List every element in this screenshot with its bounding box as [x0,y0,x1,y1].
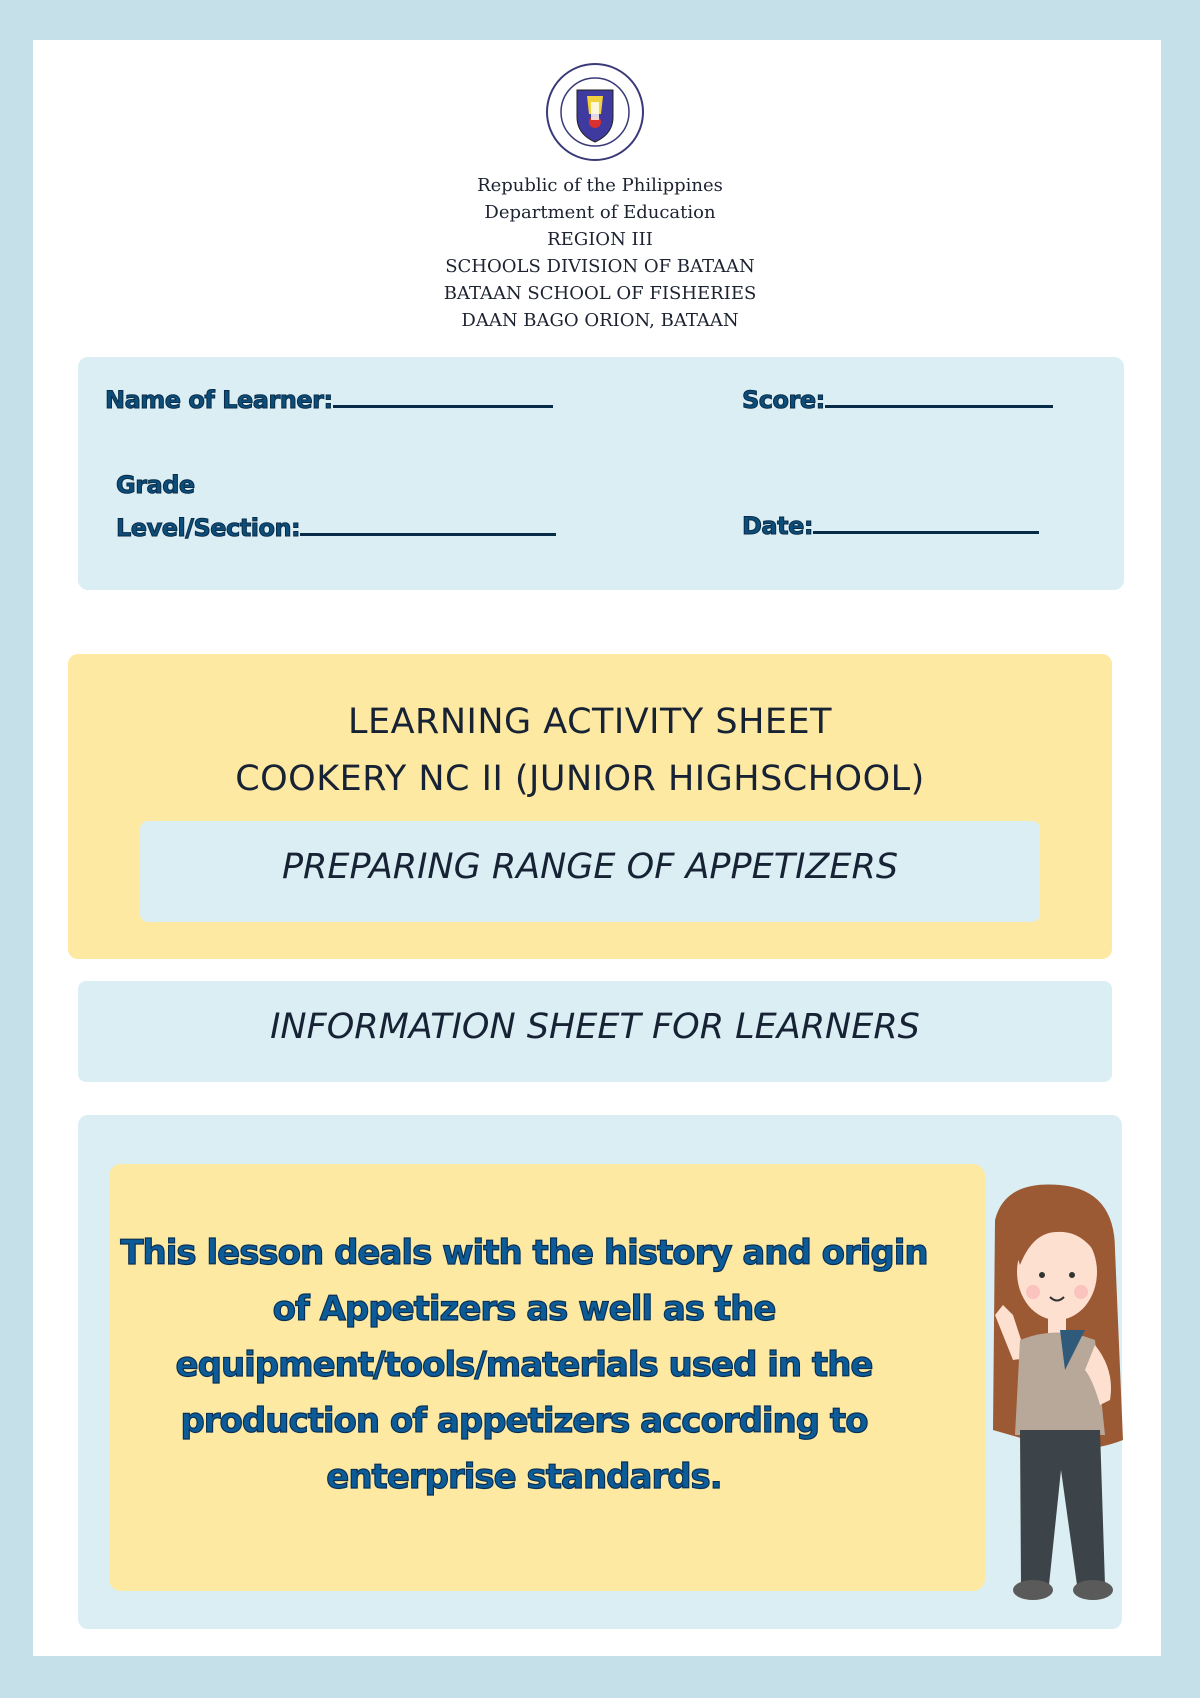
lesson-line: production of appetizers according to [180,1401,868,1441]
header-address: DAAN BAGO ORION, BATAAN [461,310,739,331]
header-republic: Republic of the Philippines [477,175,723,196]
date-label: Date: [742,512,813,540]
name-blank[interactable] [333,383,553,408]
grade-label-line2: Level/Section: [116,514,301,542]
name-field[interactable] [105,383,553,414]
header-department: Department of Education [484,202,716,223]
header-division: SCHOOLS DIVISION OF BATAAN [445,256,755,277]
deped-seal-icon [545,62,645,162]
header-school: BATAAN SCHOOL OF FISHERIES [443,283,757,304]
title-line1: LEARNING ACTIVITY SHEET [347,702,833,742]
info-sheet-label: INFORMATION SHEET FOR LEARNERS [270,1007,920,1047]
teacher-illustration [965,1180,1145,1610]
grade-blank[interactable] [300,511,556,536]
header-region: REGION III [547,229,653,250]
header-block [0,172,1200,334]
score-blank[interactable] [825,383,1053,408]
lesson-line: This lesson deals with the history and origin [120,1233,928,1273]
name-label: Name of Learner: [105,386,333,414]
score-label: Score: [742,386,825,414]
date-field[interactable] [742,509,1039,540]
title-line2: COOKERY NC II (JUNIOR HIGHSCHOOL) [235,759,925,799]
score-field[interactable] [742,383,1053,414]
grade-label-line1: Grade [116,471,195,499]
lesson-text [109,1225,939,1505]
date-blank[interactable] [813,509,1039,534]
lesson-line: equipment/tools/materials used in the [175,1345,873,1385]
grade-field[interactable] [116,511,556,542]
lesson-line: enterprise standards. [326,1457,722,1497]
lesson-line: of Appetizers as well as the [272,1289,776,1329]
subtitle-text: PREPARING RANGE OF APPETIZERS [281,847,899,887]
